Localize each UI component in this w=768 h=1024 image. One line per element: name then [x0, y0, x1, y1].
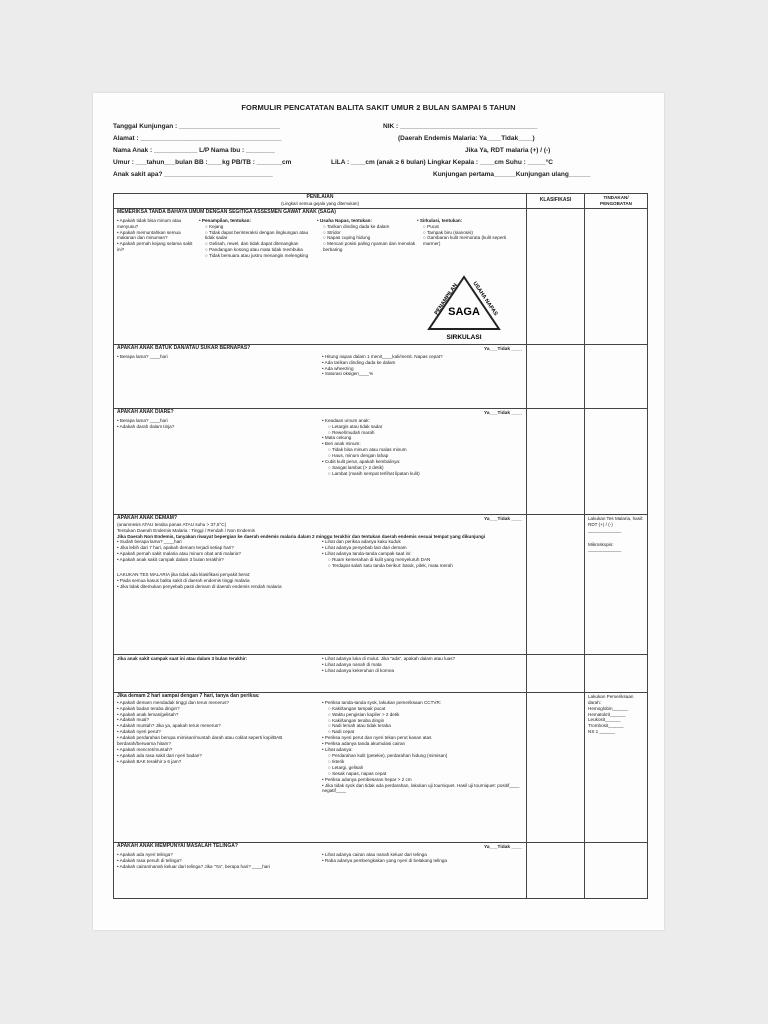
demam-cell [114, 514, 527, 654]
diare-columns [117, 418, 523, 477]
side-note: _____________ [588, 547, 622, 553]
list-item: • Keadaan umum anak: [322, 418, 523, 424]
demam-columns [117, 539, 523, 569]
list-item: ○ Sesak napas, napas cepat [322, 771, 523, 777]
diare-heading: APAKAH ANAK DIARE? [117, 408, 174, 415]
demam-row [114, 514, 648, 654]
batuk-tindakan-cell[interactable] [585, 344, 648, 408]
list-item: ○ Tidak bisa minum atau malas minum [322, 447, 523, 453]
list-item: • Apakah badan teraba dingin? [117, 706, 322, 712]
header-row-3 [113, 147, 644, 154]
list-item: • Apakah demam mendadak tinggi dan terus menerus? [117, 700, 322, 706]
side-note: Trombosit______ [588, 723, 624, 729]
demam-klasifikasi-cell[interactable] [527, 514, 585, 654]
side-note: Leukosit______ [588, 717, 621, 723]
list-item: • Lihat adanya penyebab lain dari demam [322, 545, 523, 551]
list-item: • Adakah perdarahan berupa mimisan/muntah darah atau coklat seperti kopi/BAB berdarah/berwarna hitam? [117, 735, 322, 747]
side-note: Mikroskopis: [588, 541, 614, 547]
klasifikasi-header: KLASIFIKASI [527, 194, 585, 209]
penilaian-sublabel: (Lingkari semua gejala yang ditemukan) [281, 200, 359, 206]
list-item: ○ Tidak dapat berinteraksi dengan lingkungan atau tidak sadar [199, 230, 317, 242]
demam-heading: APAKAH ANAK DEMAM? [117, 514, 177, 521]
list-item: ○ Mencari posisi paling nyaman dan menolak berbaring [317, 241, 417, 253]
dbd-cell [114, 692, 527, 842]
diare-ya-tidak[interactable]: Ya___Tidak ____ [483, 410, 522, 416]
list-item: • Adakah mual? [117, 717, 322, 723]
list-item: • Adakah darah dalam tinja? [117, 424, 322, 430]
saga-col-1 [117, 218, 199, 259]
list-item: ○ Gambaran kulit memorata (kulit seperti marmer) [417, 235, 523, 247]
list-item: ○ Tampak biru (sianosis) [417, 230, 523, 236]
list-item: • Adakah nyeri perut? [117, 729, 322, 735]
diare-row [114, 408, 648, 514]
saga-row [114, 208, 648, 344]
dbd-right [322, 694, 523, 795]
demam-intro-1: (anamnesis ATAU teraba panas ATAU suhu > 37,5°C) [117, 521, 227, 527]
saga-triangle-diagram [409, 271, 519, 343]
list-item: ○ Letargi, gelisah [322, 765, 523, 771]
list-item: • Lihat adanya nanah di mata [322, 662, 523, 668]
form-title: FORMULIR PENCATATAN BALITA SAKIT UMUR 2 BULAN SAMPAI 5 TAHUN [241, 103, 516, 112]
list-item: • Jika lebih dari 7 hari, apakah demam terjadi setiap hari? [117, 545, 322, 551]
list-item: • Sudah berapa lama? ____hari [117, 539, 322, 545]
list-item: • Apakah pernah sakit malaria atau minum obat anti malaria? [117, 551, 322, 557]
sirkulasi-label: SIRKULASI [446, 333, 482, 341]
batuk-heading: APAKAH ANAK BATUK DAN/ATAU SUKAR BERNAPAS? [117, 344, 251, 351]
list-item: • Lihat adanya luka di mulut. Jika "ada", apakah dalam atau luas? [322, 656, 523, 662]
header-row-5 [113, 171, 644, 178]
list-item: • Apakah ada nyeri telinga? [117, 852, 322, 858]
assessment-table [113, 193, 648, 899]
list-item: ○ Pucat [417, 224, 523, 230]
dbd-heading: Jika demam 2 hari sampai dengan 7 hari, tanya dan periksa: [117, 692, 260, 699]
list-item: • Ada tarikan dinding dada ke dalam [322, 360, 523, 366]
demam-left [117, 539, 322, 569]
list-item: ○ Sangat lambat (> 2 detik) [322, 465, 523, 471]
telinga-row [114, 842, 648, 898]
header-row-2 [113, 135, 644, 142]
umur-field[interactable]: Umur : ___tahun___bulan BB :____kg PB/TB : _______cm [113, 159, 292, 166]
side-note: Hemoglobin______ [588, 705, 628, 711]
list-item: • Periksa adanya tanda akumulasi cairan [322, 741, 523, 747]
daerah-field[interactable]: (Daerah Endemis Malaria: Ya____Tidak____) [398, 135, 535, 142]
list-item: • Apakah BAK terakhir ≥ 6 jam? [117, 759, 322, 765]
list-item: • Lihat adanya kekeruhan di kornea [322, 668, 523, 674]
side-note: _____________ [588, 527, 622, 533]
anak-sakit-field[interactable]: Anak sakit apa? ______________________________ [113, 171, 273, 178]
list-item: • Apakah mencret/muntah? [117, 747, 322, 753]
list-item: ○ Nadi cepat [322, 729, 523, 735]
list-item: ○ Haus, minum dengan lahap [322, 453, 523, 459]
list-item: • Adakah cairan/nanah keluar dari telinga? Jika "Ya", berapa hari? ____hari [117, 864, 322, 870]
telinga-tindakan-cell[interactable] [585, 842, 648, 898]
list-item: • Beri anak minum: [322, 441, 523, 447]
campak-right [322, 656, 523, 674]
list-item: ○ Waktu pengisian kapiler > 2 detik [322, 712, 523, 718]
saga-col-3 [317, 218, 417, 259]
list-item: ○ Lambat (masih sempat terlihat lipatan kulit) [322, 471, 523, 477]
list-item: ○ Gelisah, rewel, dan tidak dapat ditenangkan [199, 241, 317, 247]
sirkulasi-title: • Sirkulasi, tentukan: [417, 218, 523, 224]
campak-heading: Jika anak sakit campak saat ini atau dalam 3 bulan terakhir: [117, 655, 248, 661]
penilaian-label: PENILAIAN [306, 194, 334, 200]
list-item: • Saturasi oksigen____% [322, 371, 523, 377]
demam-jika: Jika Daerah Non Endemis, tanyakan riwayat bepergian ke daerah endemis malaria dalam 2 minggu terakhir dan tentukan daerah endemis sesuai tempat yang dikunjungi [117, 533, 486, 539]
dbd-tindakan-cell[interactable] [585, 692, 648, 842]
batuk-left [117, 354, 322, 378]
lila-field[interactable]: LiLA : ____cm (anak ≥ 6 bulan) Lingkar Kepala : ____cm Suhu : _____°C [331, 159, 553, 166]
nama-anak-field[interactable]: Nama Anak : ____________ L/P Nama Ibu : ________ [113, 147, 275, 154]
diare-klasifikasi-cell[interactable] [527, 408, 585, 514]
list-item: • Lihat adanya tanda-tanda campak saat ini: [322, 551, 523, 557]
list-item: • Raba adanya pembengkakan yang nyeri di belakang telinga [322, 858, 523, 864]
batuk-row [114, 344, 648, 408]
list-item: ○ Kaki/tangan tampak pucat [322, 706, 523, 712]
list-item: • Periksa tanda-tanda syok, lakukan pemeriksaan CCTVR: [322, 700, 523, 706]
telinga-left [117, 852, 322, 870]
list-item: • Apakah ada rasa sakit dari nyeri badan? [117, 753, 322, 759]
demam-right [322, 539, 523, 569]
diare-left [117, 418, 322, 477]
list-item: ○ Terdapat salah satu tanda berikut: batuk, pilek, mata merah [322, 563, 523, 569]
list-item: ○ Kejang [199, 224, 317, 230]
list-item: • Berapa lama? ____hari [117, 418, 322, 424]
list-item: • Ada wheezing [322, 366, 523, 372]
telinga-right [322, 852, 523, 870]
tindakan-header: TINDAKAN/ PENGOBATAN [585, 194, 648, 209]
telinga-cell [114, 842, 527, 898]
list-item: • Adakah rasa penuh di telinga? [117, 858, 322, 864]
telinga-columns [117, 852, 523, 870]
campak-columns [117, 656, 523, 674]
telinga-ya-tidak[interactable]: Ya___Tidak ____ [483, 844, 522, 850]
saga-col-2 [199, 218, 317, 259]
batuk-right [322, 354, 523, 378]
dbd-columns [117, 694, 523, 795]
kunjungan-field[interactable]: Kunjungan pertama______Kunjungan ulang______ [433, 171, 591, 178]
list-item: • Apakah anak lemas/gelisah? [117, 712, 322, 718]
list-item: • Jika tidak ditemukan penyebab pasti demam di daerah endemis rendah malaria [117, 584, 523, 590]
side-note: NS 1 ______ [588, 729, 615, 735]
demam-ya-tidak[interactable]: Ya___Tidak ____ [483, 516, 522, 522]
list-item: • Lihat adanya: [322, 747, 523, 753]
list-item: • Lihat dan periksa adanya kaku kuduk [322, 539, 523, 545]
campak-tindakan-cell[interactable] [585, 654, 648, 692]
list-item: ○ Napas cuping hidung [317, 235, 417, 241]
saga-tindakan-cell[interactable] [585, 208, 648, 344]
tanggal-field[interactable]: Tanggal Kunjungan : ____________________________ [113, 123, 281, 130]
dbd-row [114, 692, 648, 842]
diare-right [322, 418, 523, 477]
telinga-klasifikasi-cell[interactable] [527, 842, 585, 898]
list-item: • Lihat adanya cairan atau nanah keluar dari telinga [322, 852, 523, 858]
list-item: ○ Rewel/mudah marah [322, 430, 523, 436]
batuk-cell [114, 344, 527, 408]
saga-col-4 [417, 218, 523, 259]
list-item: ○ Stridor [317, 230, 417, 236]
list-item: • Apakah memuntahkan semua makanan dan minuman? [117, 230, 199, 242]
alamat-field[interactable]: Alamat : _______________________________________ [113, 135, 282, 142]
batuk-columns [117, 354, 523, 378]
list-item: • Periksa nyeri perut dan nyeri tekan perut kanan atas [322, 735, 523, 741]
rdt-field[interactable]: Jika Ya, RDT malaria (+) / (-) [465, 147, 551, 154]
list-item: ○ Letargis atau tidak sadar [322, 424, 523, 430]
list-item: • Hitung napas dalam 1 menit____kali/menit. Napas cepat? [322, 354, 523, 360]
header-row-1 [113, 123, 644, 130]
telinga-heading: APAKAH ANAK MEMPUNYAI MASALAH TELINGA? [117, 842, 238, 849]
campak-cell [114, 654, 527, 692]
dbd-left [117, 694, 322, 795]
list-item: • Jika tidak syok dan tidak ada perdarahan, lakukan uji tourniquet. Hasil uji tourniquet: positif____ negatif____ [322, 783, 523, 795]
side-note: RDT (+) / (-) [588, 521, 613, 527]
saga-heading: MEMERIKSA TANDA BAHAYA UMUM DENGAN SEGITIGA ASSESMEN GAWAT ANAK (SAGA) [117, 208, 336, 215]
list-item: • Apakah pernah kejang selama sakit ini? [117, 241, 199, 253]
header-row-4 [113, 159, 644, 166]
list-item: ○ Ikterik [322, 759, 523, 765]
list-item: ○ Tidak bersuara atau justru menangis melengking [199, 253, 317, 259]
list-item: ○ Ruam kemerahan di kulit yang menyeluruh DAN [322, 557, 523, 563]
saga-cell [114, 208, 527, 344]
campak-klasifikasi-cell[interactable] [527, 654, 585, 692]
list-item: ○ Perdarahan kulit (petekie), perdarahan hidung (mimisan) [322, 753, 523, 759]
list-item: ○ Kaki/tangan teraba dingin [322, 718, 523, 724]
demam-intro-2: Tentukan Daerah Endemis Malaria : Tinggi / Rendah / Non Endemis [117, 527, 255, 533]
list-item: • Pada semua kasus balita sakit di daerah endemis tinggi malaria [117, 578, 523, 584]
dbd-klasifikasi-cell[interactable] [527, 692, 585, 842]
side-note: Lakukan Tes Malaria, hasil: [588, 515, 644, 521]
list-item: • Mata cekung [322, 435, 523, 441]
batuk-ya-tidak[interactable]: Ya___Tidak ____ [483, 346, 522, 352]
campak-row [114, 654, 648, 692]
list-item: ○ Tarikan dinding dada ke dalam [317, 224, 417, 230]
list-item: ○ Pandangan kosong atau mata tidak membuka [199, 247, 317, 253]
penampilan-label: PENAMPILAN [433, 282, 459, 316]
side-note: Lakukan Pemeriksaan darah: [588, 693, 634, 705]
penilaian-header [114, 194, 527, 209]
table-header-row [114, 194, 648, 209]
saga-center-label: SAGA [448, 305, 480, 318]
list-item: • Periksa adanya pembesaran hepar > 2 cm [322, 777, 523, 783]
list-item: • Cubit kulit perut, apakah kembalinya: [322, 459, 523, 465]
saga-columns [117, 218, 523, 259]
usaha-napas-title: • Usaha Napas, tentukan: [317, 218, 417, 224]
diare-tindakan-cell[interactable] [585, 408, 648, 514]
list-item: • Apakah anak sakit campak dalam 3 bulan terakhir? [117, 557, 322, 563]
list-item: ○ Nadi lemah atau tidak teraba [322, 723, 523, 729]
batuk-klasifikasi-cell[interactable] [527, 344, 585, 408]
usaha-napas-label: USAHA NAPAS [471, 280, 499, 317]
demam-tindakan-cell[interactable] [585, 514, 648, 654]
diare-cell [114, 408, 527, 514]
nik-field[interactable]: NIK : ______________________________________ [383, 123, 538, 130]
saga-klasifikasi-cell[interactable] [527, 208, 585, 344]
list-item: • Apakah tidak bisa minum atau menyusu? [117, 218, 199, 230]
form-page [93, 93, 664, 930]
list-item: • Adakah muntah? Jika ya, apakah terus menerus? [117, 723, 322, 729]
tes-malaria-heading: LAKUKAN TES MALARIA jika tidak ada klasifikasi penyakit berat: [117, 571, 251, 577]
side-note: Hematokrit______ [588, 711, 626, 717]
list-item: • Berapa lama? ____hari [117, 354, 322, 360]
penampilan-title: • Penampilan, tentukan: [199, 218, 317, 224]
